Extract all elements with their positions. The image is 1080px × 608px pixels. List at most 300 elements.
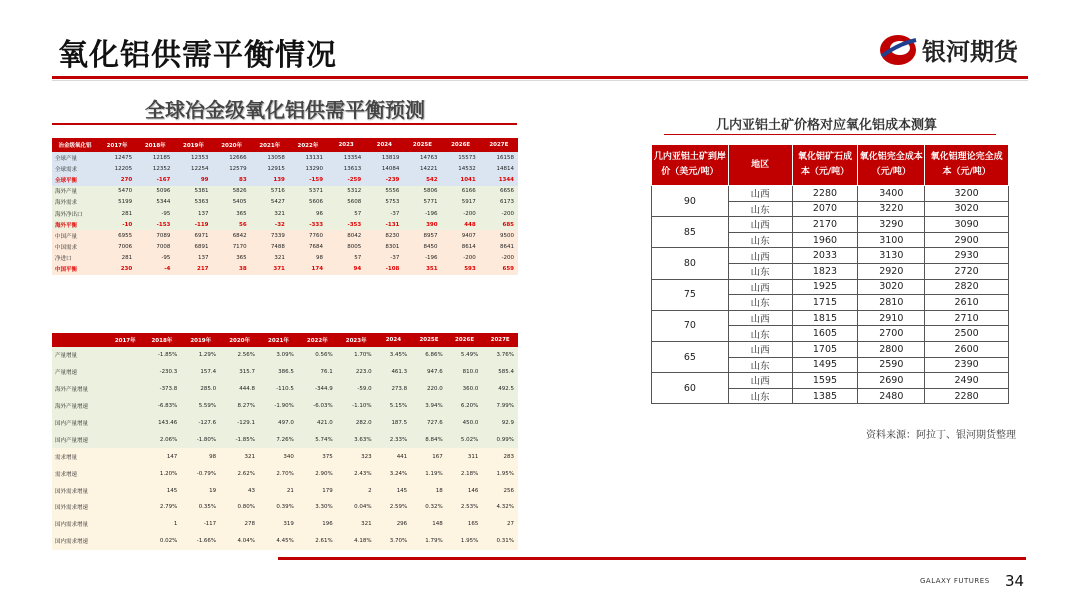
cost-cell: 1823	[792, 263, 858, 279]
table-cell: 3.09%	[259, 347, 298, 364]
table-cell: 5753	[365, 197, 403, 208]
table-cell: 3.63%	[337, 431, 376, 448]
cost-cell: 2710	[925, 310, 1009, 326]
table-cell: 6971	[174, 230, 212, 241]
row-label: 净进口	[52, 253, 98, 264]
cost-cell: 2500	[925, 326, 1009, 342]
table-cell: 230	[98, 264, 136, 275]
table-cell: -117	[181, 516, 220, 533]
table-cell: 5917	[442, 197, 480, 208]
table-row	[52, 381, 518, 398]
table-cell	[108, 347, 142, 364]
table-cell: 6.86%	[411, 347, 447, 364]
table-cell: 8301	[365, 242, 403, 253]
table-cell: 390	[403, 219, 441, 230]
table-cell: 92.9	[482, 415, 518, 432]
table-row	[652, 373, 1009, 389]
table-cell: 5405	[213, 197, 251, 208]
table-cell: 321	[251, 208, 289, 219]
region-cell: 山西	[728, 248, 792, 264]
table-cell: 0.80%	[220, 499, 259, 516]
region-cell: 山东	[728, 201, 792, 217]
cost-cell: 2280	[925, 388, 1009, 404]
table-cell: 2.62%	[220, 465, 259, 482]
cost-cell: 2690	[858, 373, 925, 389]
region-cell: 山东	[728, 357, 792, 373]
table-row	[52, 415, 518, 432]
table-cell: 147	[142, 448, 181, 465]
cost-cell: 2610	[925, 295, 1009, 311]
table-cell: 13819	[365, 152, 403, 163]
cost-cell: 2900	[925, 232, 1009, 248]
cost-title-divider	[664, 134, 996, 135]
table-cell: 4.32%	[482, 499, 518, 516]
table-row	[652, 279, 1009, 295]
table-cell: 174	[289, 264, 327, 275]
cost-cell: 2910	[858, 310, 925, 326]
year-header: 2023	[327, 138, 365, 152]
table-cell	[108, 415, 142, 432]
row-label: 国外需求增量	[52, 482, 108, 499]
table-cell: 296	[376, 516, 412, 533]
table-cell: 98	[181, 448, 220, 465]
cost-cell: 3090	[925, 217, 1009, 233]
table-cell: 319	[259, 516, 298, 533]
table-cell: 7008	[136, 242, 174, 253]
table-cell: 12666	[213, 152, 251, 163]
page-title: 氧化铝供需平衡情况	[58, 38, 337, 73]
table-cell: 2.43%	[337, 465, 376, 482]
table-cell	[108, 381, 142, 398]
table-cell	[108, 499, 142, 516]
table-cell: 217	[174, 264, 212, 275]
table-cell: 1344	[480, 174, 518, 185]
year-header: 2021年	[251, 138, 289, 152]
cost-cell: 3020	[858, 279, 925, 295]
table-cell: 1.19%	[411, 465, 447, 482]
table-cell: 4.45%	[259, 533, 298, 550]
table-cell	[108, 431, 142, 448]
table-cell: 1.70%	[337, 347, 376, 364]
region-cell: 山西	[728, 217, 792, 233]
table-row	[52, 482, 518, 499]
table-cell: 18	[411, 482, 447, 499]
row-label: 海外平衡	[52, 219, 98, 230]
table-cell: -37	[365, 208, 403, 219]
table-cell: -200	[442, 208, 480, 219]
table-cell: 5312	[327, 186, 365, 197]
table-cell: 6.20%	[447, 398, 483, 415]
table-cell: 2.18%	[447, 465, 483, 482]
year-header: 2017年	[108, 333, 142, 347]
table-cell: -108	[365, 264, 403, 275]
table-header-row	[652, 145, 1009, 186]
table-cell: 3.45%	[376, 347, 412, 364]
region-cell: 山东	[728, 326, 792, 342]
row-label: 国内需求增量	[52, 516, 108, 533]
cost-cell: 2480	[858, 388, 925, 404]
table-cell: 27	[482, 516, 518, 533]
table-cell: 1.95%	[482, 465, 518, 482]
year-header: 2020年	[220, 333, 259, 347]
table-cell: 13290	[289, 163, 327, 174]
table-cell: 16158	[480, 152, 518, 163]
table-cell: 12579	[213, 163, 251, 174]
row-label: 国内需求增速	[52, 533, 108, 550]
year-header: 2018年	[142, 333, 181, 347]
heading-divider	[52, 123, 517, 125]
table-cell: -95	[136, 208, 174, 219]
cost-cell: 1385	[792, 388, 858, 404]
table-cell: -167	[136, 174, 174, 185]
table-cell: 5470	[98, 186, 136, 197]
table-cell: 5199	[98, 197, 136, 208]
cost-cell: 2170	[792, 217, 858, 233]
year-header: 2024	[376, 333, 412, 347]
table-cell: -32	[251, 219, 289, 230]
region-cell: 山西	[728, 186, 792, 202]
table-cell: 145	[376, 482, 412, 499]
table-cell: 365	[213, 208, 251, 219]
row-label: 中国需求	[52, 242, 98, 253]
table-cell: 8.84%	[411, 431, 447, 448]
table-row	[52, 174, 518, 185]
table-cell: 143.46	[142, 415, 181, 432]
region-cell: 山东	[728, 263, 792, 279]
logo-text: 银河期货	[922, 38, 1018, 66]
table-cell: -110.5	[259, 381, 298, 398]
table-cell: 375	[298, 448, 337, 465]
table-cell: 179	[298, 482, 337, 499]
table-cell: 727.6	[411, 415, 447, 432]
table-row	[52, 465, 518, 482]
table-cell: 145	[142, 482, 181, 499]
table-cell: 13058	[251, 152, 289, 163]
table-cell: 273.8	[376, 381, 412, 398]
table-cell: 139	[251, 174, 289, 185]
row-label: 全球平衡	[52, 174, 98, 185]
table-cell: 2	[337, 482, 376, 499]
table-cell: 448	[442, 219, 480, 230]
table-cell: 8450	[403, 242, 441, 253]
table-cell: 21	[259, 482, 298, 499]
table-row	[52, 197, 518, 208]
table-cell: -1.80%	[181, 431, 220, 448]
region-cell: 山东	[728, 232, 792, 248]
table-cell: 947.6	[411, 364, 447, 381]
cost-cell: 3130	[858, 248, 925, 264]
table-cell: -4	[136, 264, 174, 275]
table-cell: 5363	[174, 197, 212, 208]
table-cell: -200	[480, 253, 518, 264]
table-cell: -10	[98, 219, 136, 230]
source-note: 资料来源：阿拉丁、银河期货整理	[866, 430, 1016, 441]
table-cell: -6.03%	[298, 398, 337, 415]
cost-cell: 1715	[792, 295, 858, 311]
cost-cell: 2700	[858, 326, 925, 342]
table-cell: 12185	[136, 152, 174, 163]
table-cell: 6166	[442, 186, 480, 197]
table-header-row	[52, 333, 518, 347]
table-cell: 76.1	[298, 364, 337, 381]
cost-cell: 2800	[858, 341, 925, 357]
table-cell: 98	[289, 253, 327, 264]
cost-cell: 2720	[925, 263, 1009, 279]
table-cell: 5.49%	[447, 347, 483, 364]
table-cell: 285.0	[181, 381, 220, 398]
table-cell	[108, 398, 142, 415]
table-cell: 0.56%	[298, 347, 337, 364]
table-cell: 351	[403, 264, 441, 275]
cost-cell: 2810	[858, 295, 925, 311]
cost-cell: 1925	[792, 279, 858, 295]
table-cell: 1.95%	[447, 533, 483, 550]
table-cell: 157.4	[181, 364, 220, 381]
table-cell: 7006	[98, 242, 136, 253]
table-cell: 5806	[403, 186, 441, 197]
year-header: 2021年	[259, 333, 298, 347]
year-header: 2017年	[98, 138, 136, 152]
table-cell: 283	[482, 448, 518, 465]
table-row	[52, 431, 518, 448]
bauxite-price-cell: 60	[652, 373, 729, 404]
table-cell: 43	[220, 482, 259, 499]
table-row	[52, 186, 518, 197]
table-cell: 8.27%	[220, 398, 259, 415]
table-cell	[108, 516, 142, 533]
table-cell: 4.04%	[220, 533, 259, 550]
table-row	[52, 398, 518, 415]
bauxite-price-cell: 85	[652, 217, 729, 248]
title-divider	[52, 76, 1028, 79]
table-row	[652, 310, 1009, 326]
table-cell: 13354	[327, 152, 365, 163]
table-cell: 365	[213, 253, 251, 264]
table-cell: 6891	[174, 242, 212, 253]
table-cell: -353	[327, 219, 365, 230]
table-cell: 99	[174, 174, 212, 185]
year-header: 2018年	[136, 138, 174, 152]
region-cell: 山西	[728, 341, 792, 357]
table-cell: 5556	[365, 186, 403, 197]
table-cell: 3.30%	[298, 499, 337, 516]
table-cell: -1.85%	[220, 431, 259, 448]
cost-cell: 2490	[925, 373, 1009, 389]
table-row	[52, 499, 518, 516]
table-cell: 19	[181, 482, 220, 499]
table-cell: -373.8	[142, 381, 181, 398]
table-cell: 461.3	[376, 364, 412, 381]
table-cell: 444.8	[220, 381, 259, 398]
table-cell: -196	[403, 253, 441, 264]
table-cell: -131	[365, 219, 403, 230]
table-cell: 421.0	[298, 415, 337, 432]
row-label: 产量增量	[52, 347, 108, 364]
row-label: 中国产量	[52, 230, 98, 241]
year-header: 2024	[365, 138, 403, 152]
cost-cell: 2820	[925, 279, 1009, 295]
table-cell: 2.90%	[298, 465, 337, 482]
table-cell: 311	[447, 448, 483, 465]
year-header: 2022年	[298, 333, 337, 347]
cost-cell: 3220	[858, 201, 925, 217]
table-row	[52, 242, 518, 253]
region-cell: 山西	[728, 373, 792, 389]
table-cell: 323	[337, 448, 376, 465]
cost-cell: 1595	[792, 373, 858, 389]
table-cell: 5.59%	[181, 398, 220, 415]
table-row	[52, 448, 518, 465]
table-cell: 12352	[136, 163, 174, 174]
table-cell: -196	[403, 208, 441, 219]
row-label: 产量增速	[52, 364, 108, 381]
table-cell: 8641	[480, 242, 518, 253]
table-cell: 5427	[251, 197, 289, 208]
table-cell: 38	[213, 264, 251, 275]
region-cell: 山东	[728, 388, 792, 404]
year-header: 2023年	[337, 333, 376, 347]
row-label: 需求增量	[52, 448, 108, 465]
growth-rate-table	[52, 333, 518, 550]
table-cell: 7170	[213, 242, 251, 253]
table-cell: 2.33%	[376, 431, 412, 448]
row-label: 海外产量增量	[52, 381, 108, 398]
table-cell: 1.79%	[411, 533, 447, 550]
cost-cell: 2930	[925, 248, 1009, 264]
row-label: 国内产量增速	[52, 431, 108, 448]
table-cell: 492.5	[482, 381, 518, 398]
table-cell: 5606	[289, 197, 327, 208]
column-header: 地区	[728, 145, 792, 186]
cost-cell: 2033	[792, 248, 858, 264]
footer-brand: GALAXY FUTURES	[920, 577, 990, 585]
table-cell: -119	[174, 219, 212, 230]
row-label: 海外产量	[52, 186, 98, 197]
table-row	[652, 341, 1009, 357]
table-cell: 1.29%	[181, 347, 220, 364]
table-cell: 2.70%	[259, 465, 298, 482]
cost-cell: 2070	[792, 201, 858, 217]
cost-cell: 1495	[792, 357, 858, 373]
table-cell: 270	[98, 174, 136, 185]
page-number: 34	[1005, 572, 1025, 590]
table-cell: 0.35%	[181, 499, 220, 516]
cost-cell: 2390	[925, 357, 1009, 373]
table-cell: 5344	[136, 197, 174, 208]
year-header: 2027E	[482, 333, 518, 347]
row-label: 需求增速	[52, 465, 108, 482]
table-cell: -259	[327, 174, 365, 185]
table-cell: 256	[482, 482, 518, 499]
table-cell: 96	[289, 208, 327, 219]
table-row	[52, 364, 518, 381]
table-cell: 14814	[480, 163, 518, 174]
table-row	[52, 208, 518, 219]
cost-cell: 2920	[858, 263, 925, 279]
table-cell: 0.32%	[411, 499, 447, 516]
table-cell	[108, 533, 142, 550]
table-cell: 0.02%	[142, 533, 181, 550]
table-cell: 8230	[365, 230, 403, 241]
table-header-row	[52, 138, 518, 152]
table-cell: 4.18%	[337, 533, 376, 550]
table-cell: 6656	[480, 186, 518, 197]
table-cell: 5771	[403, 197, 441, 208]
cost-cell: 2280	[792, 186, 858, 202]
table-cell: 2.53%	[447, 499, 483, 516]
table-cell: 14221	[403, 163, 441, 174]
table-cell: 1	[142, 516, 181, 533]
row-label: 海外净出口	[52, 208, 98, 219]
table-cell: 9500	[480, 230, 518, 241]
bauxite-price-cell: 75	[652, 279, 729, 310]
table-cell: 386.5	[259, 364, 298, 381]
table-cell: -333	[289, 219, 327, 230]
table-cell: 6842	[213, 230, 251, 241]
corner-header	[52, 333, 108, 347]
table-cell: 57	[327, 253, 365, 264]
table-row	[52, 516, 518, 533]
table-cell: -95	[136, 253, 174, 264]
table-cell: 94	[327, 264, 365, 275]
table-cell: 12205	[98, 163, 136, 174]
table-cell: 148	[411, 516, 447, 533]
table-cell: 441	[376, 448, 412, 465]
table-cell: 5.15%	[376, 398, 412, 415]
table-cell: 3.24%	[376, 465, 412, 482]
table-cell	[108, 364, 142, 381]
table-cell: 5608	[327, 197, 365, 208]
table-cell: 315.7	[220, 364, 259, 381]
table-cell: 281	[98, 253, 136, 264]
row-label: 海外产量增速	[52, 398, 108, 415]
table-cell: 497.0	[259, 415, 298, 432]
table-cell: 2.06%	[142, 431, 181, 448]
table-cell: -344.9	[298, 381, 337, 398]
table-row	[52, 230, 518, 241]
table-cell: 2.61%	[298, 533, 337, 550]
table-row	[52, 219, 518, 230]
table-cell: 281	[98, 208, 136, 219]
table-cell: -0.79%	[181, 465, 220, 482]
table-cell: 14084	[365, 163, 403, 174]
table-cell: -159	[289, 174, 327, 185]
table-row	[52, 347, 518, 364]
table-row	[652, 217, 1009, 233]
table-cell: -230.3	[142, 364, 181, 381]
table-cell: -37	[365, 253, 403, 264]
year-header: 2020年	[213, 138, 251, 152]
table-cell: 371	[251, 264, 289, 275]
table-cell: 659	[480, 264, 518, 275]
table-cell: 542	[403, 174, 441, 185]
region-cell: 山西	[728, 310, 792, 326]
table-cell: 56	[213, 219, 251, 230]
balance-table-heading: 全球冶金级氧化铝供需平衡预测	[145, 98, 425, 122]
table-cell: 1041	[442, 174, 480, 185]
row-label: 国外需求增速	[52, 499, 108, 516]
table-cell: -153	[136, 219, 174, 230]
table-cell: -200	[442, 253, 480, 264]
table-cell: 13613	[327, 163, 365, 174]
row-label: 全球需求	[52, 163, 98, 174]
table-cell: 13131	[289, 152, 327, 163]
year-header: 2026E	[447, 333, 483, 347]
table-cell: 7760	[289, 230, 327, 241]
year-header: 2025E	[411, 333, 447, 347]
alumina-cost-table	[651, 144, 1009, 404]
cost-cell: 3400	[858, 186, 925, 202]
